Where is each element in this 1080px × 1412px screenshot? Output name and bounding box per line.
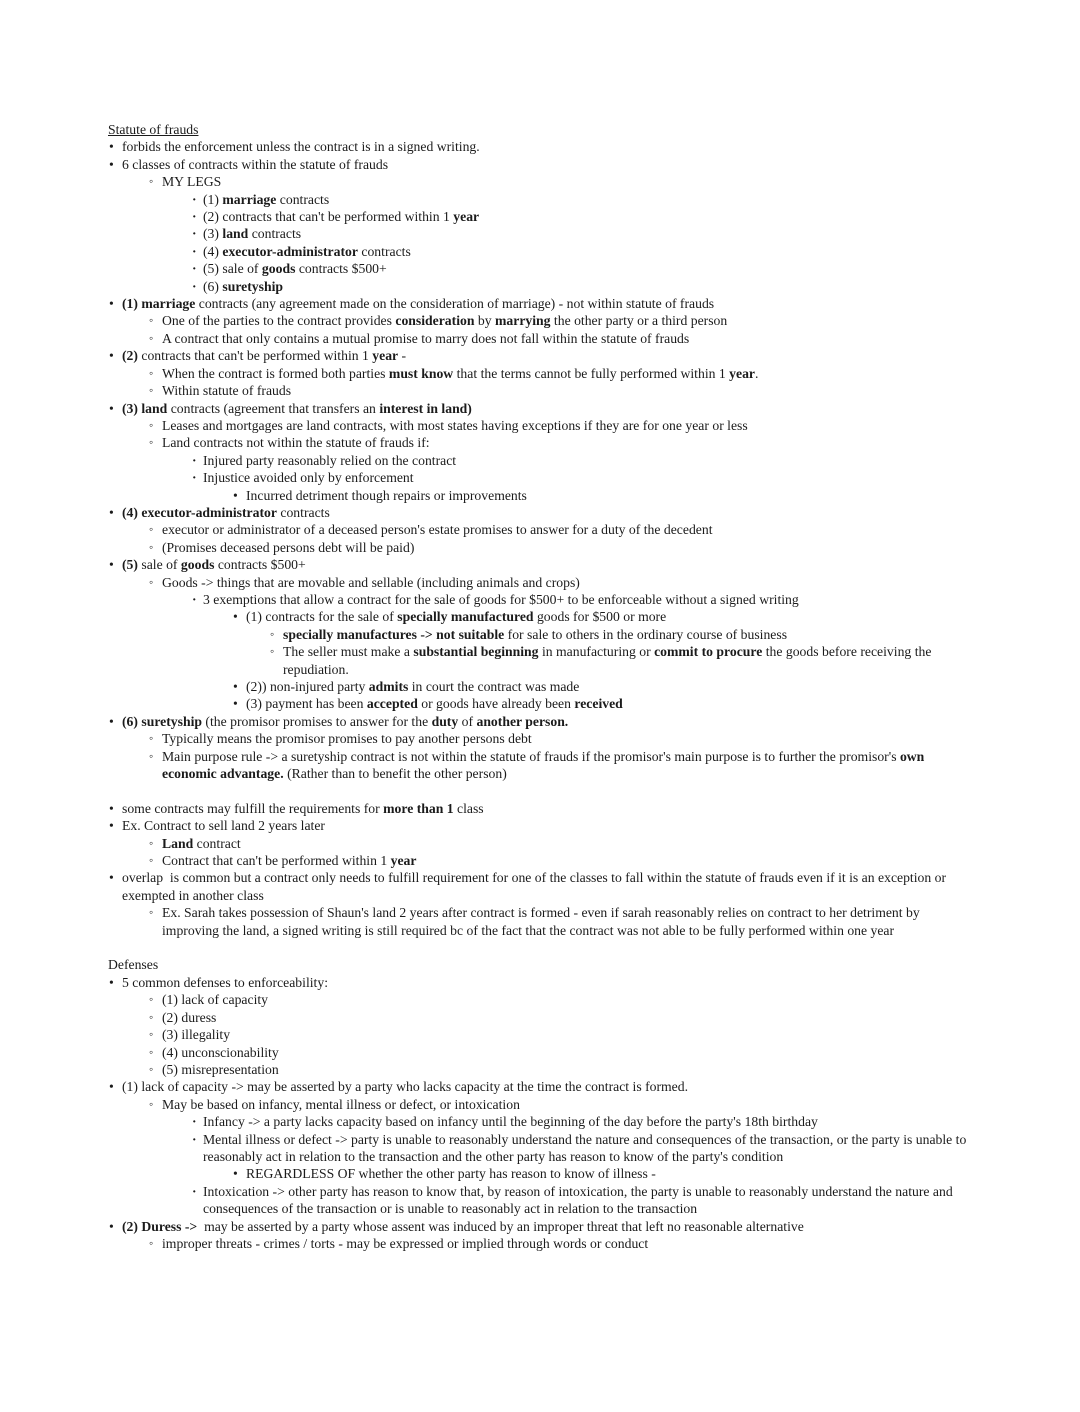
list-item: [108, 1009, 980, 1026]
text-run: (5) sale of: [203, 261, 262, 277]
line-text: [283, 627, 787, 642]
bullet-icon: ·: [192, 261, 197, 277]
text-run: forbids the enforcement unless the contract is in a signed writing.: [122, 139, 480, 155]
text-run: (6): [203, 278, 223, 294]
text-run: Ex. Sarah takes possession of Shaun's land 2 years after contract is formed - even if sarah reasonably relies on contract to her detriment by improving the land, a signed writing is still required bc of the fact that the contract was not able to be fully performed within one year: [162, 905, 920, 938]
list-item: [108, 678, 980, 695]
bold-text-run: own economic advantage.: [162, 748, 925, 782]
text-run: or goods have already been: [417, 696, 575, 712]
list-item: [108, 1235, 980, 1252]
text-run: by: [474, 313, 495, 329]
line-text: [162, 1027, 230, 1042]
text-run: Statute of frauds: [108, 122, 199, 137]
text-run: Intoxication -> other party has reason to know that, by reason of intoxication, the party is unable to reasonably understand the nature and consequences of the transaction or is unable to reasonably act in relation to the transaction: [203, 1183, 953, 1217]
text-run: Main purpose rule -> a suretyship contract is not within the statute of frauds if the promisor's main purpose is to further the promisor's: [162, 748, 900, 764]
bold-text-run: another person.: [476, 713, 569, 729]
bold-text-run: accepted: [366, 696, 418, 712]
text-run: the goods before receiving the repudiation.: [283, 644, 932, 677]
text-run: Injustice avoided only by enforcement: [203, 470, 414, 486]
list-item: [108, 643, 980, 678]
text-run: 3 exemptions that allow a contract for the sale of goods for $500+ to be enforceable without a signed writing: [203, 591, 799, 607]
line-text: [122, 348, 406, 363]
list-item: [108, 487, 980, 504]
line-text: [162, 905, 920, 937]
list-item: [108, 191, 980, 208]
bold-text-run: consideration: [395, 313, 475, 329]
bullet-icon: ◦: [149, 313, 154, 328]
bullet-icon: ◦: [149, 574, 154, 589]
bold-text-run: more than 1: [383, 800, 454, 816]
list-item: [108, 835, 980, 852]
list-item: [108, 1165, 980, 1182]
bullet-icon: ◦: [149, 435, 154, 450]
list-item: [108, 138, 980, 155]
list-item: [108, 347, 980, 364]
text-run: When the contract is formed both parties: [162, 365, 389, 381]
section-heading: [108, 956, 980, 973]
list-item: [108, 730, 980, 747]
bullet-icon: ◦: [149, 522, 154, 537]
bullet-icon: ◦: [149, 1027, 154, 1042]
bold-text-run: goods: [261, 261, 296, 277]
list-item: [108, 695, 980, 712]
list-item: [108, 608, 980, 625]
line-text: [122, 714, 568, 729]
text-run: (4): [203, 243, 223, 259]
list-item: [108, 173, 980, 190]
list-item: [108, 504, 980, 521]
bold-text-run: specially manufactured: [397, 609, 534, 625]
text-run: -: [398, 348, 407, 364]
bullet-icon: •: [109, 400, 114, 416]
bullet-icon: ◦: [149, 1009, 154, 1024]
list-item: [108, 434, 980, 451]
line-text: [203, 209, 479, 224]
line-text: [108, 122, 198, 137]
list-item: [108, 539, 980, 556]
line-text: [203, 244, 411, 259]
bullet-icon: ◦: [149, 330, 154, 345]
bold-text-run: (2): [122, 348, 138, 364]
line-text: [122, 975, 328, 990]
bold-text-run: admits: [368, 679, 409, 694]
bullet-icon: ◦: [149, 417, 154, 432]
text-run: improper threats - crimes / torts - may be expressed or implied through words or conduct: [162, 1235, 649, 1251]
line-text: [162, 1097, 520, 1112]
bullet-icon: ◦: [149, 1044, 154, 1059]
section-heading: [108, 121, 980, 138]
line-text: [162, 1236, 648, 1251]
bullet-icon: ◦: [149, 835, 154, 850]
text-run: Land contracts not within the statute of frauds if:: [162, 435, 430, 451]
bold-text-run: marriage: [222, 191, 277, 207]
line-text: [162, 731, 532, 746]
line-text: [122, 139, 480, 154]
text-run: Goods -> things that are movable and sellable (including animals and crops): [162, 574, 580, 590]
line-text: [122, 801, 484, 816]
bullet-icon: ◦: [149, 383, 154, 398]
text-run: Ex. Contract to sell land 2 years later: [122, 818, 325, 834]
bullet-icon: ·: [192, 191, 197, 207]
bullet-icon: •: [233, 609, 238, 625]
text-run: Leases and mortgages are land contracts, with most states having exceptions if they are for one year or less: [162, 417, 748, 433]
bold-text-run: (6) suretyship: [122, 713, 202, 729]
text-run: contracts: [276, 191, 330, 207]
text-run: class: [453, 800, 484, 816]
line-text: [203, 1114, 818, 1129]
line-text: [162, 366, 758, 381]
line-text: [162, 992, 268, 1007]
text-run: A contract that only contains a mutual promise to marry does not fall within the statute of frauds: [162, 330, 690, 346]
list-item: [108, 1113, 980, 1130]
line-text: [203, 261, 387, 276]
text-run: (1) lack of capacity -> may be asserted by a party who lacks capacity at the time the contract is formed.: [122, 1079, 689, 1095]
bullet-icon: ◦: [149, 174, 154, 189]
bullet-icon: •: [109, 800, 114, 816]
text-run: Infancy -> a party lacks capacity based on infancy until the beginning of the day before the party's 18th birthday: [203, 1114, 818, 1130]
bullet-icon: •: [109, 974, 114, 990]
list-item: [108, 591, 980, 608]
bullet-icon: •: [109, 1079, 114, 1095]
line-text: [162, 540, 414, 555]
bullet-icon: •: [233, 1166, 238, 1182]
bullet-icon: ·: [192, 1183, 197, 1199]
list-item: [108, 521, 980, 538]
line-text: [122, 157, 388, 172]
list-item: [108, 225, 980, 242]
line-text: [203, 592, 799, 607]
bold-text-run: year: [453, 209, 480, 225]
bullet-icon: ◦: [149, 539, 154, 554]
line-text: [162, 853, 416, 868]
list-item: [108, 417, 980, 434]
bold-text-run: Land: [162, 835, 194, 851]
bullet-icon: •: [109, 504, 114, 520]
text-run: (2) duress: [162, 1009, 217, 1025]
bold-text-run: executor-administrator: [222, 243, 358, 259]
text-run: may be asserted by a party whose assent was induced by an improper threat that left no reasonable alternative: [197, 1218, 804, 1234]
line-text: [162, 383, 291, 398]
list-item: [108, 904, 980, 939]
line-text: [162, 1045, 279, 1060]
list-item: [108, 1026, 980, 1043]
list-item: [108, 748, 980, 783]
line-text: [122, 557, 306, 572]
bold-text-run: specially manufactures -> not suitable: [283, 626, 505, 642]
text-run: (2) contracts that can't be performed within 1: [203, 209, 454, 225]
line-text: [203, 226, 301, 241]
list-item: [108, 991, 980, 1008]
bold-text-run: year: [372, 348, 399, 364]
bullet-icon: ◦: [149, 731, 154, 746]
bullet-icon: ◦: [149, 1235, 154, 1250]
line-text: [122, 401, 472, 416]
text-run: Mental illness or defect -> party is unable to reasonably understand the nature and consequences of the transaction, or the party is unable to reasonably act in relation to the transaction and the other party has reason to know of the party's condition: [203, 1131, 967, 1164]
bullet-icon: ◦: [149, 365, 154, 380]
line-text: [122, 505, 330, 520]
text-run: sale of: [137, 557, 181, 573]
bold-text-run: year: [390, 853, 417, 869]
bullet-icon: •: [109, 557, 114, 573]
list-item: [108, 1061, 980, 1078]
list-item: [108, 1096, 980, 1113]
bullet-icon: ◦: [149, 1061, 154, 1076]
list-item: [108, 365, 980, 382]
text-run: contracts: [248, 226, 302, 242]
line-text: [162, 836, 241, 851]
bullet-icon: ·: [192, 278, 197, 294]
line-text: [162, 435, 430, 450]
line-text: [162, 575, 580, 590]
text-run: contracts $500+: [295, 261, 387, 277]
line-text: [162, 1062, 279, 1077]
line-text: [203, 470, 414, 485]
line-text: [162, 749, 924, 781]
line-text: [162, 418, 748, 433]
list-item: [108, 1183, 980, 1218]
bullet-icon: ◦: [149, 905, 154, 920]
text-run: contracts $500+: [214, 557, 306, 573]
bold-text-run: goods: [180, 557, 215, 573]
text-run: The seller must make a: [283, 644, 414, 660]
bold-text-run: duty: [431, 713, 459, 729]
line-text: [108, 957, 158, 972]
text-run: MY LEGS: [162, 174, 222, 190]
line-text: [203, 1184, 953, 1216]
line-text: [162, 331, 689, 346]
blank-line: [108, 782, 980, 799]
bullet-icon: ◦: [270, 644, 275, 659]
line-text: [203, 192, 329, 207]
list-item: [108, 1044, 980, 1061]
list-item: [108, 1131, 980, 1166]
line-text: [246, 488, 527, 503]
list-item: [108, 817, 980, 834]
list-item: [108, 713, 980, 730]
text-run: 5 common defenses to enforceability:: [122, 974, 329, 990]
list-item: [108, 469, 980, 486]
bold-text-run: interest in land): [379, 400, 472, 416]
text-run: (4) unconscionability: [162, 1044, 279, 1060]
bullet-icon: ◦: [149, 748, 154, 763]
bold-text-run: (5): [122, 557, 138, 573]
bullet-icon: ·: [192, 226, 197, 242]
text-run: (2)) non-injured party: [246, 679, 369, 694]
text-run: One of the parties to the contract provides: [162, 313, 396, 329]
line-text: [246, 1166, 656, 1181]
bullet-icon: ·: [192, 1114, 197, 1130]
bold-text-run: marrying: [495, 313, 551, 329]
bullet-icon: •: [233, 679, 238, 694]
text-run: goods for $500 or more: [533, 609, 667, 625]
list-item: [108, 295, 980, 312]
text-run: REGARDLESS OF whether the other party has reason to know of illness -: [246, 1166, 656, 1182]
text-run: 6 classes of contracts within the statute of frauds: [122, 156, 389, 172]
list-item: [108, 243, 980, 260]
list-item: [108, 400, 980, 417]
bullet-icon: •: [109, 156, 114, 172]
text-run: Typically means the promisor promises to pay another persons debt: [162, 731, 532, 747]
list-item: [108, 974, 980, 991]
list-item: [108, 278, 980, 295]
bold-text-run: (2) Duress ->: [122, 1218, 198, 1234]
list-item: [108, 556, 980, 573]
text-run: (1): [203, 191, 223, 207]
text-run: in manufacturing or: [538, 644, 655, 660]
text-run: Injured party reasonably relied on the contract: [203, 452, 457, 468]
text-run: (3) illegality: [162, 1027, 231, 1043]
line-text: [122, 1219, 804, 1234]
line-text: [203, 453, 456, 468]
bullet-icon: ◦: [149, 1096, 154, 1111]
text-run: (1) lack of capacity: [162, 992, 269, 1008]
list-item: [108, 452, 980, 469]
bullet-icon: ◦: [270, 626, 275, 641]
bold-text-run: substantial beginning: [413, 644, 539, 660]
text-run: contracts (any agreement made on the consideration of marriage) - not within statute of frauds: [195, 296, 715, 312]
list-item: [108, 382, 980, 399]
line-text: [246, 679, 579, 694]
line-text: [122, 1079, 688, 1094]
line-text: [162, 174, 221, 189]
text-run: executor or administrator of a deceased person's estate promises to answer for a duty of the decedent: [162, 522, 713, 538]
text-run: Incurred detriment though repairs or improvements: [246, 487, 527, 503]
text-run: contracts (agreement that transfers an: [167, 400, 380, 416]
list-item: [108, 1218, 980, 1235]
text-run: (Rather than to benefit the other person): [283, 766, 507, 782]
bullet-icon: •: [109, 1218, 114, 1234]
list-item: [108, 626, 980, 643]
text-run: of: [458, 713, 477, 729]
blank-line: [108, 939, 980, 956]
bullet-icon: •: [233, 487, 238, 503]
list-item: [108, 312, 980, 329]
bold-text-run: year: [729, 365, 756, 381]
list-item: [108, 260, 980, 277]
list-item: [108, 156, 980, 173]
text-run: (3): [203, 226, 223, 242]
bold-text-run: must know: [388, 365, 454, 381]
line-text: [162, 522, 713, 537]
text-run: (3) payment has been: [246, 696, 367, 712]
line-text: [246, 696, 623, 711]
bullet-icon: •: [109, 296, 114, 312]
bullet-icon: •: [109, 818, 114, 834]
text-run: (1) contracts for the sale of: [246, 609, 398, 625]
text-run: .: [755, 365, 759, 381]
text-run: Within statute of frauds: [162, 383, 292, 399]
line-text: [246, 609, 666, 624]
text-run: Defenses: [108, 957, 159, 973]
list-item: [108, 1078, 980, 1095]
bullet-icon: ·: [192, 470, 197, 486]
line-text: [122, 870, 946, 902]
line-text: [203, 279, 283, 294]
bullet-icon: ◦: [149, 992, 154, 1007]
bold-text-run: (3) land: [122, 400, 168, 416]
bullet-icon: •: [109, 139, 114, 155]
text-run: (Promises deceased persons debt will be paid): [162, 539, 415, 555]
text-run: overlap is common but a contract only needs to fulfill requirement for one of the classes to fall within the statute of frauds even if it is an exception or exempted in another class: [122, 870, 947, 903]
bold-text-run: received: [574, 696, 623, 712]
text-run: for sale to others in the ordinary course of business: [504, 626, 788, 642]
bullet-icon: ◦: [149, 853, 154, 868]
text-run: contracts that can't be performed within 1: [137, 348, 373, 364]
list-item: [108, 800, 980, 817]
text-run: in court the contract was made: [408, 679, 580, 694]
text-run: that the terms cannot be fully performed within 1: [453, 365, 730, 381]
text-run: (the promisor promises to answer for the: [201, 713, 432, 729]
bullet-icon: ·: [192, 591, 197, 607]
line-text: [122, 818, 325, 833]
text-run: contract: [193, 835, 241, 851]
list-item: [108, 852, 980, 869]
text-run: some contracts may fulfill the requirements for: [122, 800, 384, 816]
list-item: [108, 208, 980, 225]
line-text: [122, 296, 714, 311]
text-run: (5) misrepresentation: [162, 1061, 279, 1077]
bold-text-run: (4) executor-administrator: [122, 504, 277, 520]
text-run: contracts: [357, 243, 411, 259]
text-run: May be based on infancy, mental illness or defect, or intoxication: [162, 1096, 520, 1112]
bullet-icon: •: [233, 696, 238, 712]
line-text: [283, 644, 931, 676]
line-text: [162, 313, 727, 328]
bold-text-run: land: [222, 226, 249, 242]
bullet-icon: ·: [192, 243, 197, 259]
bold-text-run: suretyship: [222, 278, 283, 294]
bullet-icon: •: [109, 348, 114, 364]
bullet-icon: ·: [192, 1131, 197, 1147]
bullet-icon: •: [109, 713, 114, 729]
text-run: the other party or a third person: [550, 313, 728, 329]
list-item: [108, 574, 980, 591]
bold-text-run: (1) marriage: [122, 296, 196, 312]
bullet-icon: •: [109, 870, 114, 886]
list-item: [108, 330, 980, 347]
line-text: [162, 1010, 216, 1025]
line-text: [203, 1132, 966, 1164]
bullet-icon: ·: [192, 209, 197, 225]
bullet-icon: ·: [192, 452, 197, 468]
list-item: [108, 869, 980, 904]
text-run: contracts: [276, 504, 330, 520]
text-run: Contract that can't be performed within 1: [162, 853, 391, 869]
bold-text-run: commit to procure: [654, 644, 763, 660]
